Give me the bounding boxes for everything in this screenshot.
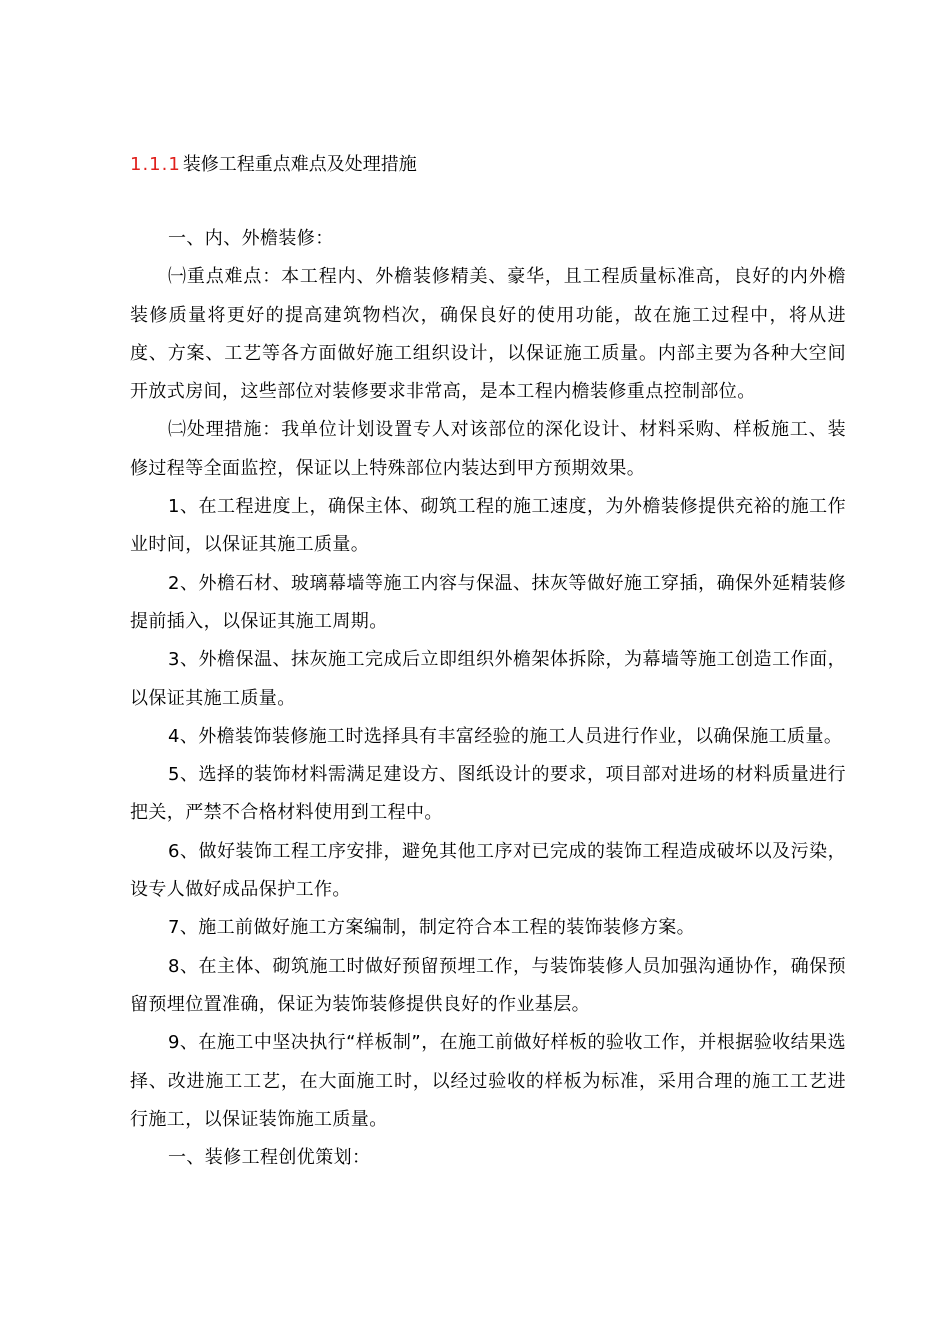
subsection-heading-2: 一、装修工程创优策划： [168,1147,371,1169]
document-body [130,220,846,1177]
section-number: 1.1.1 [130,154,181,175]
list-item-2: 2、外檐石材、玻璃幕墙等施工内容与保温、抹灰等做好施工穿插，确保外延精装修提前插入，以保证其施工周期。 [130,572,846,632]
paragraph-measures: ㈡处理措施：我单位计划设置专人对该部位的深化设计、材料采购、样板施工、装修过程等全面监控，保证以上特殊部位内装达到甲方预期效果。 [130,419,846,479]
list-item-9: 9、在施工中坚决执行“样板制”，在施工前做好样板的验收工作，并根据验收结果选择、改进施工工艺，在大面施工时，以经过验收的样板为标准，采用合理的施工工艺进行施工，以保证装饰施工质量。 [130,1032,846,1130]
list-item-8: 8、在主体、砌筑施工时做好预留预埋工作，与装饰装修人员加强沟通协作，确保预留预埋位置准确，保证为装饰装修提供良好的作业基层。 [130,955,846,1015]
list-item-3: 3、外檐保温、抹灰施工完成后立即组织外檐架体拆除，为幕墙等施工创造工作面，以保证其施工质量。 [130,649,846,709]
list-item-5: 5、选择的装饰材料需满足建设方、图纸设计的要求，项目部对进场的材料质量进行把关，严禁不合格材料使用到工程中。 [130,764,846,824]
list-item-6: 6、做好装饰工程工序安排，避免其他工序对已完成的装饰工程造成破坏以及污染，设专人做好成品保护工作。 [130,840,846,901]
list-item-7: 7、施工前做好施工方案编制，制定符合本工程的装饰装修方案。 [168,917,696,939]
list-item-4: 4、外檐装饰装修施工时选择具有丰富经验的施工人员进行作业，以确保施工质量。 [168,725,843,747]
subsection-heading: 一、内、外檐装修： [168,228,334,249]
section-heading [130,152,417,178]
section-title: 装修工程重点难点及处理措施 [182,154,417,175]
list-item-1: 1、在工程进度上，确保主体、砌筑工程的施工速度，为外檐装修提供充裕的施工作业时间，以保证其施工质量。 [130,496,846,556]
paragraph-key-difficulties: ㈠重点难点：本工程内、外檐装修精美、豪华，且工程质量标准高，良好的内外檐装修质量将更好的提高建筑物档次，确保良好的使用功能，故在施工过程中，将从进度、方案、工艺等各方面做好施工组织设计，以保证施工质量。内部主要为各种大空间开放式房间，这些部位对装修要求非常高，是本工程内檐装修重点控制部位。 [130,266,846,403]
